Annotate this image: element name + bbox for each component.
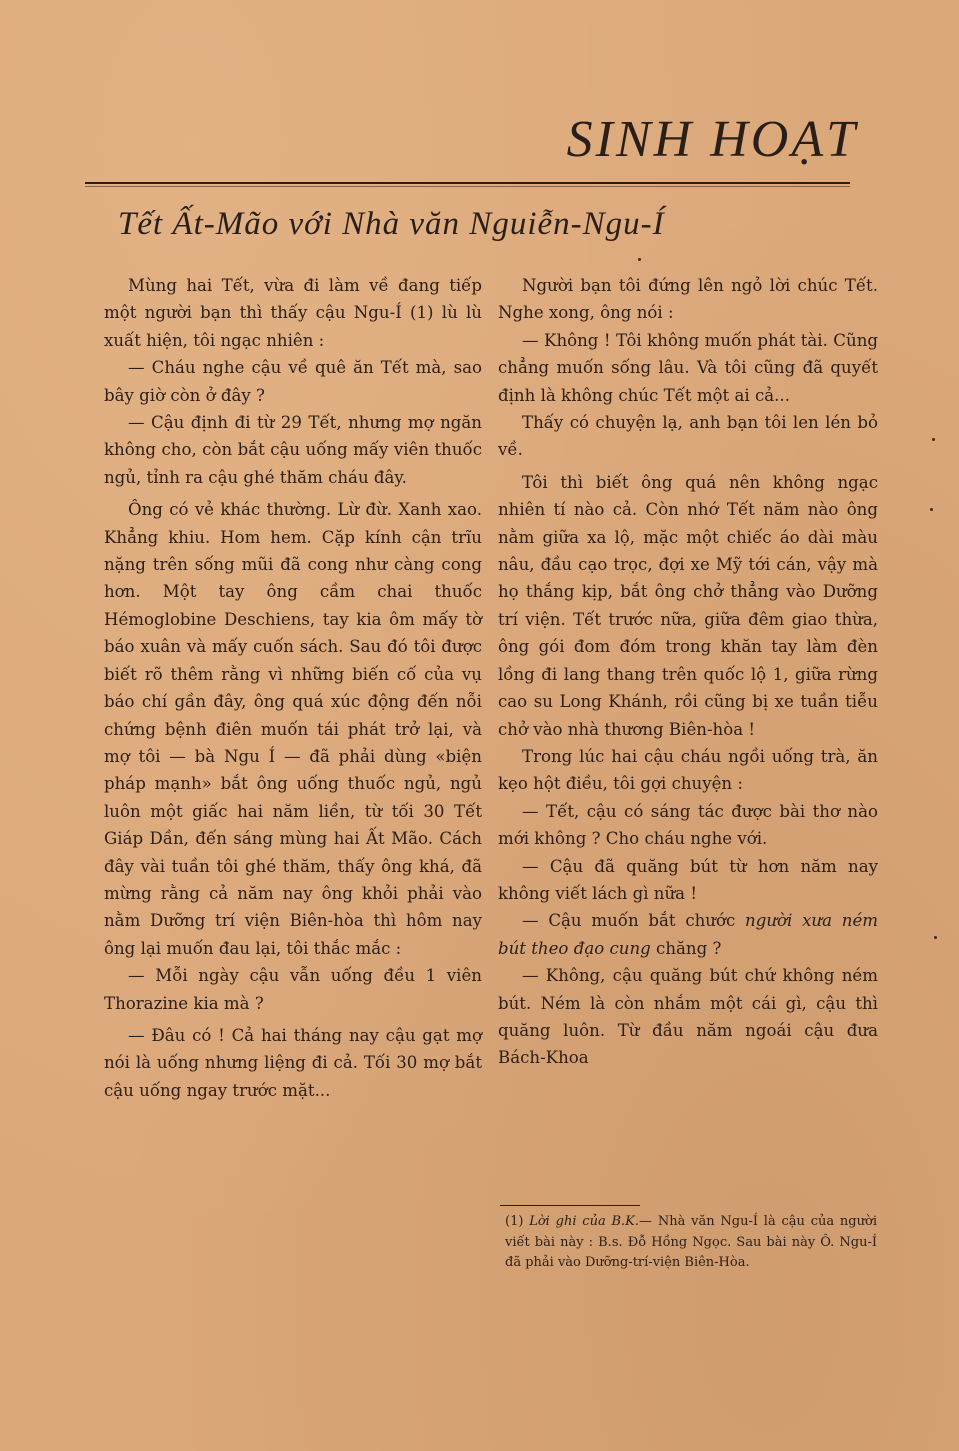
- print-speck: [932, 438, 935, 441]
- paragraph-text: — Cậu muốn bắt chước: [522, 911, 746, 931]
- print-speck: [638, 258, 641, 261]
- paragraph: Thấy có chuyện lạ, anh bạn tôi len lén bỏ về.: [498, 413, 878, 460]
- paragraph: [498, 907, 878, 962]
- paragraph: — Cậu định đi từ 29 Tết, nhưng mợ ngăn không cho, còn bắt cậu uống mấy viên thuốc ngủ, tỉnh ra cậu ghé thăm cháu đây.: [104, 413, 482, 487]
- footnote: [505, 1212, 877, 1274]
- paragraph: — Cậu đã quăng bút từ hơn năm nay không viết lách gì nữa !: [498, 856, 878, 903]
- article-title: Tết Ất-Mão với Nhà văn Nguiễn-Ngu-Í: [118, 206, 665, 242]
- paragraph: — Tết, cậu có sáng tác được bài thơ nào mới không ? Cho cháu nghe với.: [498, 801, 878, 849]
- paragraph: Mùng hai Tết, vừa đi làm về đang tiếp một người bạn thì thấy cậu Ngu-Í (1) lù lù xuất hiện, tôi ngạc nhiên :: [104, 276, 482, 350]
- footnote-marker: (1): [505, 1214, 530, 1229]
- header-rule-thin: [85, 186, 850, 187]
- paragraph: Tôi thì biết ông quá nên không ngạc nhiên tí nào cả. Còn nhớ Tết năm nào ông nằm giữa xa lộ, mặc một chiếc áo dài màu nâu, đầu cạo trọc, đợi xe Mỹ tới cán, vậy mà họ thắng kịp, bắt ông chở thẳng vào Dưỡng trí viện. Tết trước nữa, giữa đêm giao thừa, ông gói đom đóm trong khăn tay làm đèn lồng đi lang thang trên quốc lộ 1, giữa rừng cao su Long Khánh, rồi cũng bị xe tuần tiễu chở vào nhà thương Biên-hòa !: [498, 472, 878, 739]
- left-column: [104, 272, 482, 1104]
- right-column: [498, 272, 878, 1072]
- print-speck: [934, 936, 937, 939]
- paragraph: — Không ! Tôi không muốn phát tài. Cũng chẳng muốn sống lâu. Và tôi cũng đã quyết định là không chúc Tết một ai cả...: [498, 330, 878, 405]
- paragraph: Người bạn tôi đứng lên ngỏ lời chúc Tết. Nghe xong, ông nói :: [498, 276, 878, 323]
- section-title: SINH HOẠT: [566, 111, 858, 168]
- paragraph: — Không, cậu quăng bút chứ không ném bút. Ném là còn nhắm một cái gì, cậu thì quăng luôn. Từ đầu năm ngoái cậu đưa Bách-Khoa: [498, 966, 878, 1068]
- paragraph: Trong lúc hai cậu cháu ngồi uống trà, ăn kẹo hột điều, tôi gợi chuyện :: [498, 746, 878, 794]
- paragraph: — Mỗi ngày cậu vẫn uống đều 1 viên Thorazine kia mà ?: [104, 966, 482, 1013]
- paragraph-text: chăng ?: [650, 938, 722, 958]
- paragraph: — Cháu nghe cậu về quê ăn Tết mà, sao bây giờ còn ở đây ?: [104, 358, 482, 405]
- paragraph: Ông có vẻ khác thường. Lừ đừ. Xanh xao. Khẳng khiu. Hom hem. Cặp kính cận trĩu nặng trên sống mũi đã cong như càng cong hơn. Một tay ông cầm chai thuốc Hémoglobine Deschiens, tay kia ôm mấy tờ báo xuân và mấy cuốn sách. Sau đó tôi được biết rõ thêm rằng vì những biến cố của vụ báo chí gần đây, ông quá xúc động đến nỗi chứng bệnh điên muốn tái phát trở lại, và mợ tôi — bà Ngu Í — đã phải dùng «biện pháp mạnh» bắt ông uống thuốc ngủ, ngủ luôn một giấc hai năm liền, từ tối 30 Tết Giáp Dần, đến sáng mùng hai Ất Mão. Cách đây vài tuần tôi ghé thăm, thấy ông khá, đã mừng rằng cả năm nay ông khỏi phải vào nằm Dưỡng trí viện Biên-hòa thì hôm nay ông lại muốn đau lại, tôi thắc mắc :: [104, 500, 482, 958]
- italic-phrase: người xưa ném bút theo đạo cung: [498, 911, 879, 958]
- header-rule: [85, 182, 850, 184]
- paragraph: — Đâu có ! Cả hai tháng nay cậu gạt mợ nói là uống nhưng liệng đi cả. Tối 30 mợ bắt cậu uống ngay trước mặt...: [104, 1025, 482, 1100]
- footnote-italic: Lời ghi của B.K.: [529, 1214, 640, 1229]
- footnote-text: — Nhà văn Ngu-Í là cậu của người viết bài này : B.s. Đỗ Hồng Ngọc. Sau bài này Ô. Ngu-Í đã phải vào Dưỡng-trí-viện Biên-Hòa.: [505, 1214, 877, 1270]
- print-speck: [930, 508, 933, 511]
- footnote-rule: [500, 1205, 640, 1206]
